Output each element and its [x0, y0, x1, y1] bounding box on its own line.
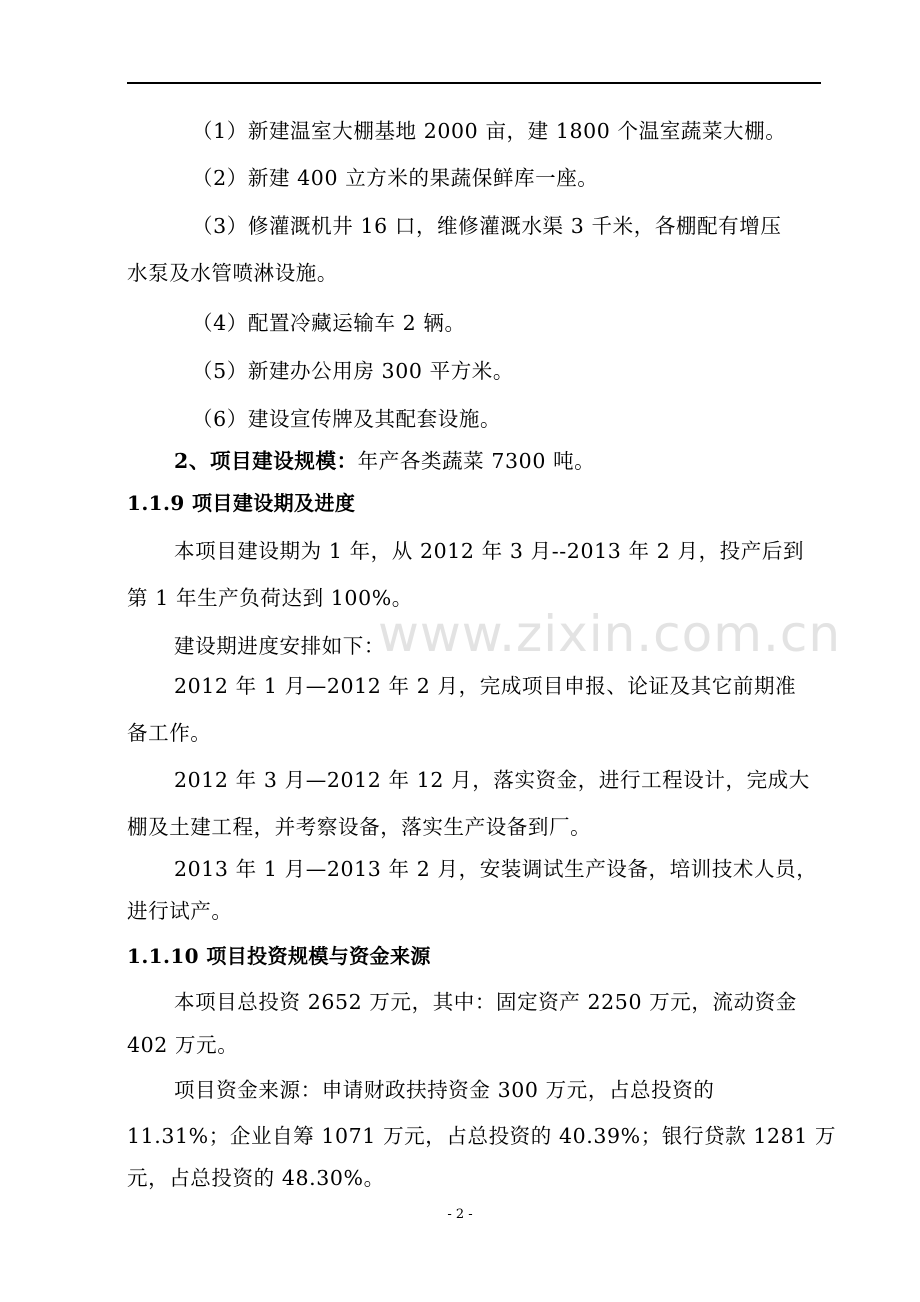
page-number: - 2 - [447, 1207, 473, 1222]
list-item-1: （1）新建温室大棚基地 2000 亩，建 1800 个温室蔬菜大棚。 [192, 119, 787, 143]
scale-value: 年产各类蔬菜 7300 吨。 [357, 449, 596, 473]
list-item-3: （3）修灌溉机井 16 口，维修灌溉水渠 3 千米，各棚配有增压 [192, 214, 782, 238]
section-heading-1-1-10: 1.1.10 项目投资规模与资金来源 [127, 944, 431, 968]
scale-paragraph [174, 447, 595, 475]
section-heading-1-1-9: 1.1.9 项目建设期及进度 [127, 491, 356, 515]
list-item-2: （2）新建 400 立方米的果蔬保鲜库一座。 [192, 166, 599, 190]
schedule-2-line1: 2012 年 3 月—2012 年 12 月，落实资金，进行工程设计，完成大 [174, 768, 810, 792]
schedule-3-line2: 进行试产。 [127, 899, 233, 923]
list-item-5: （5）新建办公用房 300 平方米。 [192, 359, 515, 383]
list-item-6: （6）建设宣传牌及其配套设施。 [192, 407, 502, 431]
schedule-2-line2: 棚及土建工程，并考察设备，落实生产设备到厂。 [127, 815, 592, 839]
investment-line1: 本项目总投资 2652 万元，其中：固定资产 2250 万元，流动资金 [174, 990, 797, 1014]
scale-label: 2、项目建设规模： [174, 449, 358, 473]
schedule-1-line2: 备工作。 [127, 721, 212, 745]
schedule-3-line1: 2013 年 1 月—2013 年 2 月，安装调试生产设备，培训技术人员， [174, 857, 818, 881]
schedule-1-line1: 2012 年 1 月—2012 年 2 月，完成项目申报、论证及其它前期准 [174, 674, 797, 698]
paragraph-period-line1: 本项目建设期为 1 年，从 2012 年 3 月--2013 年 2 月，投产后到 [174, 539, 805, 563]
paragraph-period-line2: 第 1 年生产负荷达到 100%。 [127, 586, 413, 610]
funding-line1: 项目资金来源：申请财政扶持资金 300 万元，占总投资的 [174, 1078, 715, 1102]
watermark-text: www.zixin.com.cn [378, 605, 842, 663]
paragraph-schedule-intro: 建设期进度安排如下： [174, 634, 385, 658]
funding-line2: 11.31%；企业自筹 1071 万元，占总投资的 40.39%；银行贷款 1281 万 [127, 1124, 837, 1148]
header-rule [127, 82, 821, 84]
investment-line2: 402 万元。 [127, 1033, 239, 1057]
list-item-3-cont: 水泵及水管喷淋设施。 [127, 261, 338, 285]
list-item-4: （4）配置冷藏运输车 2 辆。 [192, 311, 466, 335]
funding-line3: 元，占总投资的 48.30%。 [127, 1166, 385, 1190]
